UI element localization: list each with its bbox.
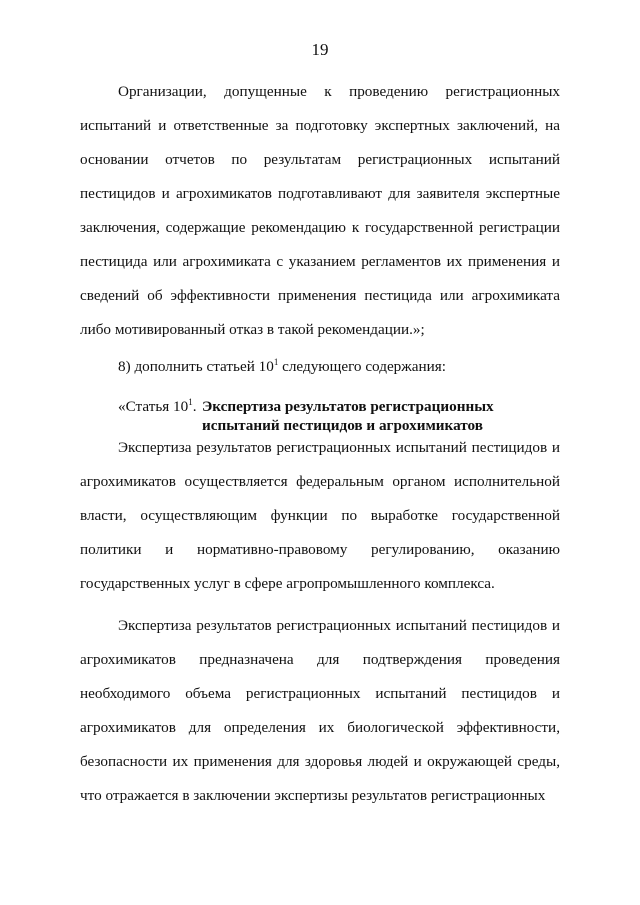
amendment-text-after: следующего содержания: (278, 358, 446, 375)
text-block-bottom (80, 431, 560, 813)
article-title-line-2: испытаний пестицидов и агрохимикатов (202, 417, 483, 434)
paragraph-expertise-authority: Экспертиза результатов регистрационных испытаний пестицидов и агрохимикатов осуществляется федеральным органом исполнительной власти, осуществляющим функции по выработке государственной политики и нормативно-правовому регулированию, оказанию государственных услуг в сфере агропромышленного комплекса. (80, 439, 560, 592)
text-block-top (80, 75, 560, 347)
article-label: «Статья $10^1$. (118, 396, 197, 415)
text-block-amendment (80, 350, 560, 384)
amendment-superscript: 1 (273, 356, 279, 367)
page-number: 19 (311, 40, 329, 59)
amendment-text-before: 8) дополнить статьей 10 (118, 358, 274, 375)
article-heading (118, 397, 568, 435)
paragraph-expertise-purpose: Экспертиза результатов регистрационных испытаний пестицидов и агрохимикатов предназначена для подтверждения проведения необходимого объема регистрационных испытаний пестицидов и агрохимикатов для определения их биологической эффективности, безопасности их применения для здоровья людей и окружающей среды, что отражается в заключении экспертизы результатов регистрационных (80, 617, 560, 804)
article-title-line-1: Экспертиза результатов регистрационных (202, 398, 494, 415)
paragraph-amendment (80, 350, 560, 384)
article-title (202, 397, 494, 435)
paragraph-organizations: Организации, допущенные к проведению регистрационных испытаний и ответственные за подготовку экспертных заключений, на основании отчетов по результатам регистрационных испытаний пестицидов и агрохимикатов подготавливают для заявителя экспертные заключения, содержащие рекомендацию к государственной регистрации пестицида или агрохимиката с указанием регламентов их применения и сведений об эффективности применения пестицида или агрохимиката либо мотивированный отказ в такой рекомендации.»; (80, 83, 560, 338)
